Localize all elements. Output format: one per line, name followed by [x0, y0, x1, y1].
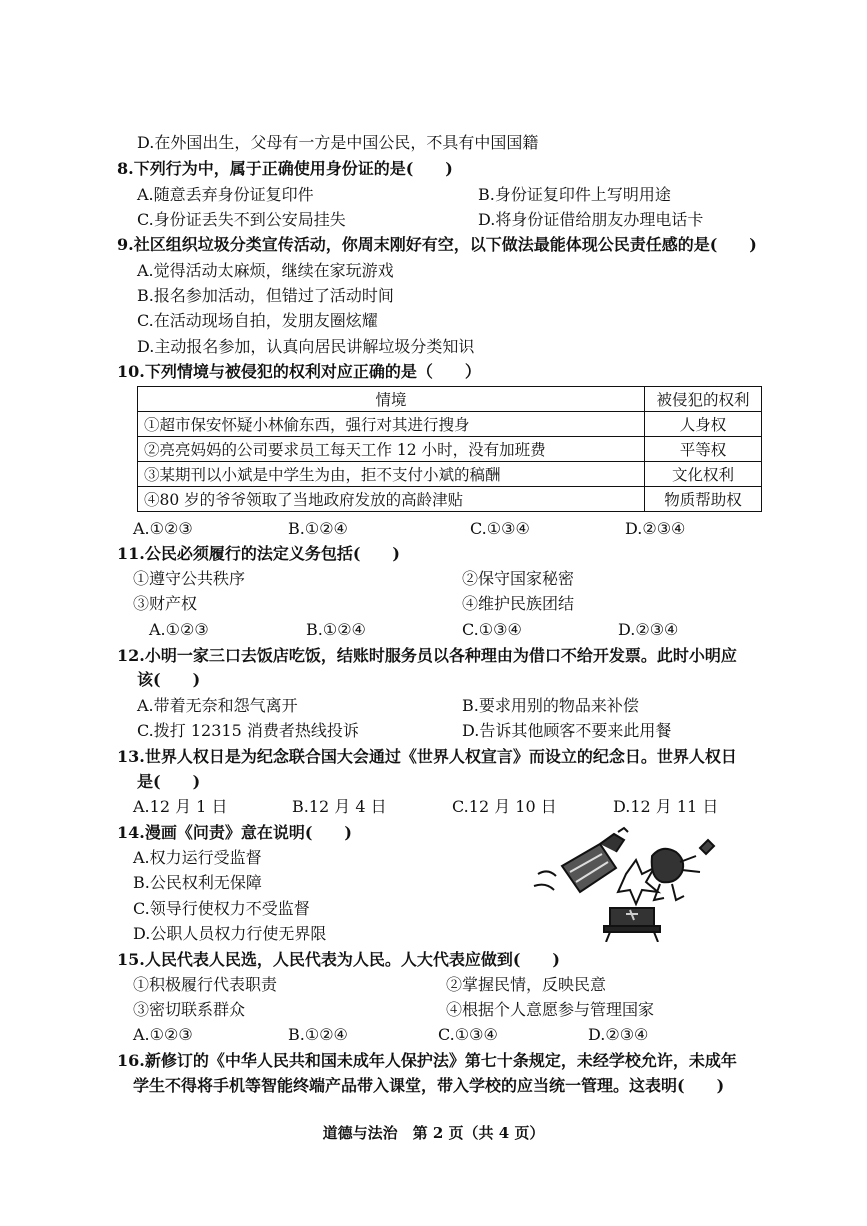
q9-option-c: C.在活动现场自拍，发朋友圈炫耀 [137, 311, 378, 330]
q11-item-2: ②保守国家秘密 [462, 569, 575, 588]
table-row [138, 412, 762, 437]
q14-option-b: B.公民权利无保障 [133, 873, 262, 892]
q14-stem: 14.漫画《问责》意在说明( ) [117, 823, 352, 842]
q13-option-a: A.12 月 1 日 [133, 797, 228, 816]
q11-item-1: ①遵守公共秩序 [133, 569, 246, 588]
q10-option-b: B.①②④ [288, 519, 348, 538]
q11-option-c: C.①③④ [462, 620, 522, 639]
q12-option-d: D.告诉其他顾客不要来此用餐 [462, 721, 672, 740]
q15-item-3: ③密切联系群众 [133, 1000, 246, 1019]
q13-option-c: C.12 月 10 日 [452, 797, 557, 816]
q11-stem: 11.公民必须履行的法定义务包括( ) [117, 544, 400, 563]
q10-stem: 10.下列情境与被侵犯的权利对应正确的是（ ） [117, 362, 481, 381]
table-cell-right: 文化权利 [645, 462, 762, 487]
table-header-scenario: 情境 [138, 387, 645, 412]
q15-option-b: B.①②④ [288, 1025, 348, 1044]
q11-item-3: ③财产权 [133, 594, 198, 613]
q15-option-a: A.①②③ [133, 1025, 193, 1044]
q8-option-b: B.身份证复印件上写明用途 [478, 185, 671, 204]
q12-stem-line1: 12.小明一家三口去饭店吃饭，结账时服务员以各种理由为借口不给开发票。此时小明应 [117, 646, 737, 665]
table-cell-scenario: ①超市保安怀疑小林偷东西，强行对其进行搜身 [138, 412, 645, 437]
q10-option-c: C.①③④ [470, 519, 530, 538]
q7-option-d: D.在外国出生，父母有一方是中国公民，不具有中国国籍 [137, 133, 539, 152]
q8-option-c: C.身份证丢失不到公安局挂失 [137, 210, 346, 229]
table-cell-scenario: ④80 岁的爷爷领取了当地政府发放的高龄津贴 [138, 487, 645, 512]
q13-option-b: B.12 月 4 日 [292, 797, 387, 816]
q15-item-4: ④根据个人意愿参与管理国家 [446, 1000, 655, 1019]
table-cell-scenario: ②亮亮妈妈的公司要求员工每天工作 12 小时，没有加班费 [138, 437, 645, 462]
q15-item-1: ①积极履行代表职责 [133, 975, 278, 994]
q8-option-d: D.将身份证借给朋友办理电话卡 [478, 210, 704, 229]
q14-option-a: A.权力运行受监督 [133, 848, 262, 867]
q15-option-d: D.②③④ [588, 1025, 649, 1044]
q13-option-d: D.12 月 11 日 [613, 797, 719, 816]
table-cell-right: 人身权 [645, 412, 762, 437]
q11-option-a: A.①②③ [149, 620, 209, 639]
q12-option-b: B.要求用别的物品来补偿 [462, 696, 639, 715]
q9-option-a: A.觉得活动太麻烦，继续在家玩游戏 [137, 261, 394, 280]
q12-option-a: A.带着无奈和怨气离开 [137, 696, 298, 715]
q11-item-4: ④维护民族团结 [462, 594, 575, 613]
q11-option-b: B.①②④ [306, 620, 366, 639]
q9-option-d: D.主动报名参加，认真向居民讲解垃圾分类知识 [137, 337, 475, 356]
q10-option-d: D.②③④ [625, 519, 686, 538]
q15-stem: 15.人民代表人民选，人民代表为人民。人大代表应做到( ) [117, 950, 560, 969]
table-header-right: 被侵犯的权利 [645, 387, 762, 412]
q8-option-a: A.随意丢弃身份证复印件 [137, 185, 314, 204]
table-row [138, 487, 762, 512]
q16-stem-line2: 学生不得将手机等智能终端产品带入课堂，带入学校的应当统一管理。这表明( ) [133, 1076, 725, 1095]
q13-stem-line2: 是( ) [137, 772, 201, 791]
table-row [138, 437, 762, 462]
table-cell-right: 平等权 [645, 437, 762, 462]
q12-stem-line2: 该( ) [137, 670, 201, 689]
table-cell-right: 物质帮助权 [645, 487, 762, 512]
table-cell-scenario: ③某期刊以小斌是中学生为由，拒不支付小斌的稿酬 [138, 462, 645, 487]
q15-item-2: ②掌握民情，反映民意 [446, 975, 607, 994]
q9-stem: 9.社区组织垃圾分类宣传活动，你周末刚好有空，以下做法最能体现公民责任感的是( ) [117, 235, 757, 254]
q10-option-a: A.①②③ [133, 519, 193, 538]
q15-option-c: C.①③④ [438, 1025, 498, 1044]
q14-option-c: C.领导行使权力不受监督 [133, 899, 310, 918]
table-header-row [138, 387, 762, 412]
accountability-cartoon-image [530, 822, 730, 942]
page-footer: 道德与法治 第 2 页（共 4 页） [322, 1124, 545, 1142]
q12-option-c: C.拨打 12315 消费者热线投诉 [137, 721, 359, 740]
q9-option-b: B.报名参加活动，但错过了活动时间 [137, 286, 394, 305]
q8-stem: 8.下列行为中，属于正确使用身份证的是( ) [117, 159, 453, 178]
q14-option-d: D.公职人员权力行使无界限 [133, 924, 327, 943]
q11-option-d: D.②③④ [618, 620, 679, 639]
table-row [138, 462, 762, 487]
q13-stem-line1: 13.世界人权日是为纪念联合国大会通过《世界人权宣言》而设立的纪念日。世界人权日 [117, 747, 737, 766]
rights-table [137, 386, 762, 512]
q16-stem-line1: 16.新修订的《中华人民共和国未成年人保护法》第七十条规定，未经学校允许，未成年 [117, 1051, 737, 1070]
